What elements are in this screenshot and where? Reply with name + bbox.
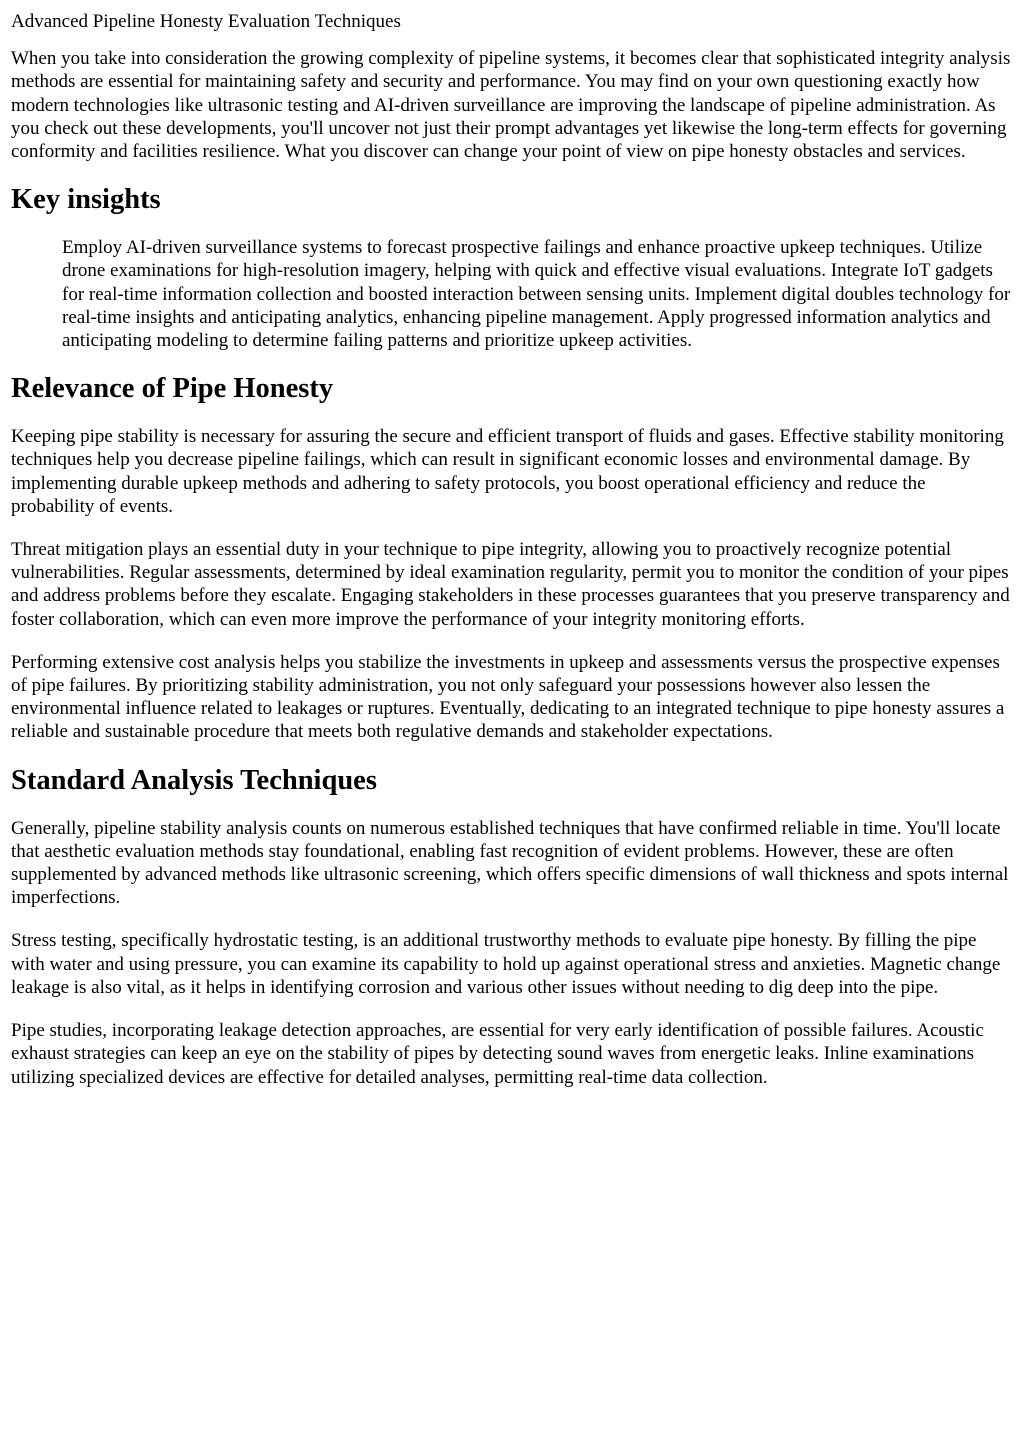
paragraph: Generally, pipeline stability analysis counts on numerous established techniques that have confirmed reliable in time. You'll locate that aesthetic evaluation methods stay foundational, enabling fast recognition of evident problems. However, these are often supplemented by advanced methods like ultrasonic screening, which offers specific dimensions of wall thickness and spots internal imperfections. xyxy=(11,817,1009,909)
paragraph: Pipe studies, incorporating leakage detection approaches, are essential for very early identification of possible failures. Acoustic exhaust strategies can keep an eye on the stability of pipes by detecting sound waves from energetic leaks. Inline examinations utilizing specialized devices are effective for detailed analyses, permitting real-time data collection. xyxy=(11,1020,984,1088)
paragraph: Threat mitigation plays an essential duty in your technique to pipe integrity, allowing you to proactively recognize potential vulnerabilities. Regular assessments, determined by ideal examination regularity, permit you to monitor the condition of your pipes and address problems before they escalate. Engaging stakeholders in these processes guarantees that you preserve transparency and foster collaboration, which can even more improve the performance of your integrity monitoring efforts. xyxy=(11,539,1010,630)
intro-paragraph: When you take into consideration the growing complexity of pipeline systems, it becomes clear that sophisticated integrity analysis methods are essential for maintaining safety and security and performance. You may find on your own questioning exactly how modern technologies like ultrasonic testing and AI-driven surveillance are improving the landscape of pipeline administration. As you check out these developments, you'll uncover not just their prompt advantages yet likewise the long-term effects for governing conformity and facilities resilience. What you discover can change your point of view on pipe honesty obstacles and services. xyxy=(11,48,1011,163)
document-title: Advanced Pipeline Honesty Evaluation Techniques xyxy=(11,11,401,32)
section-relevance-of-pipe-honesty xyxy=(11,372,1013,743)
section-standard-analysis-techniques xyxy=(11,764,1013,1089)
paragraph: Stress testing, specifically hydrostatic testing, is an additional trustworthy methods to evaluate pipe honesty. By filling the pipe with water and using pressure, you can examine its capability to hold up against operational stress and anxieties. Magnetic change leakage is also vital, as it helps in identifying corrosion and various other issues without needing to dig deep into the pipe. xyxy=(11,930,1001,998)
section-heading: Relevance of Pipe Honesty xyxy=(11,373,334,405)
section-key-insights xyxy=(11,183,1013,352)
key-insights-block: Employ AI-driven surveillance systems to forecast prospective failings and enhance proactive upkeep techniques. Utilize drone examinations for high-resolution imagery, helping with quick and effective visual evaluations. Integrate IoT gadgets for real-time information collection and boosted interaction between sensing units. Implement digital doubles technology for real-time insights and anticipating analytics, enhancing pipeline management. Apply progressed information analytics and anticipating modeling to determine failing patterns and prioritize upkeep activities. xyxy=(62,237,1011,352)
paragraph: Keeping pipe stability is necessary for assuring the secure and efficient transport of fluids and gases. Effective stability monitoring techniques help you decrease pipeline failings, which can result in significant economic losses and environmental damage. By implementing durable upkeep methods and adhering to safety protocols, you boost operational efficiency and reduce the probability of events. xyxy=(11,426,1004,517)
section-heading: Key insights xyxy=(11,184,161,216)
paragraph: Performing extensive cost analysis helps you stabilize the investments in upkeep and assessments versus the prospective expenses of pipe failures. By prioritizing stability administration, you not only safeguard your possessions however also lessen the environmental influence related to leakages or ruptures. Eventually, dedicating to an integrated technique to pipe honesty assures a reliable and sustainable procedure that meets both regulative demands and stakeholder expectations. xyxy=(11,651,1005,743)
section-heading: Standard Analysis Techniques xyxy=(11,764,377,796)
